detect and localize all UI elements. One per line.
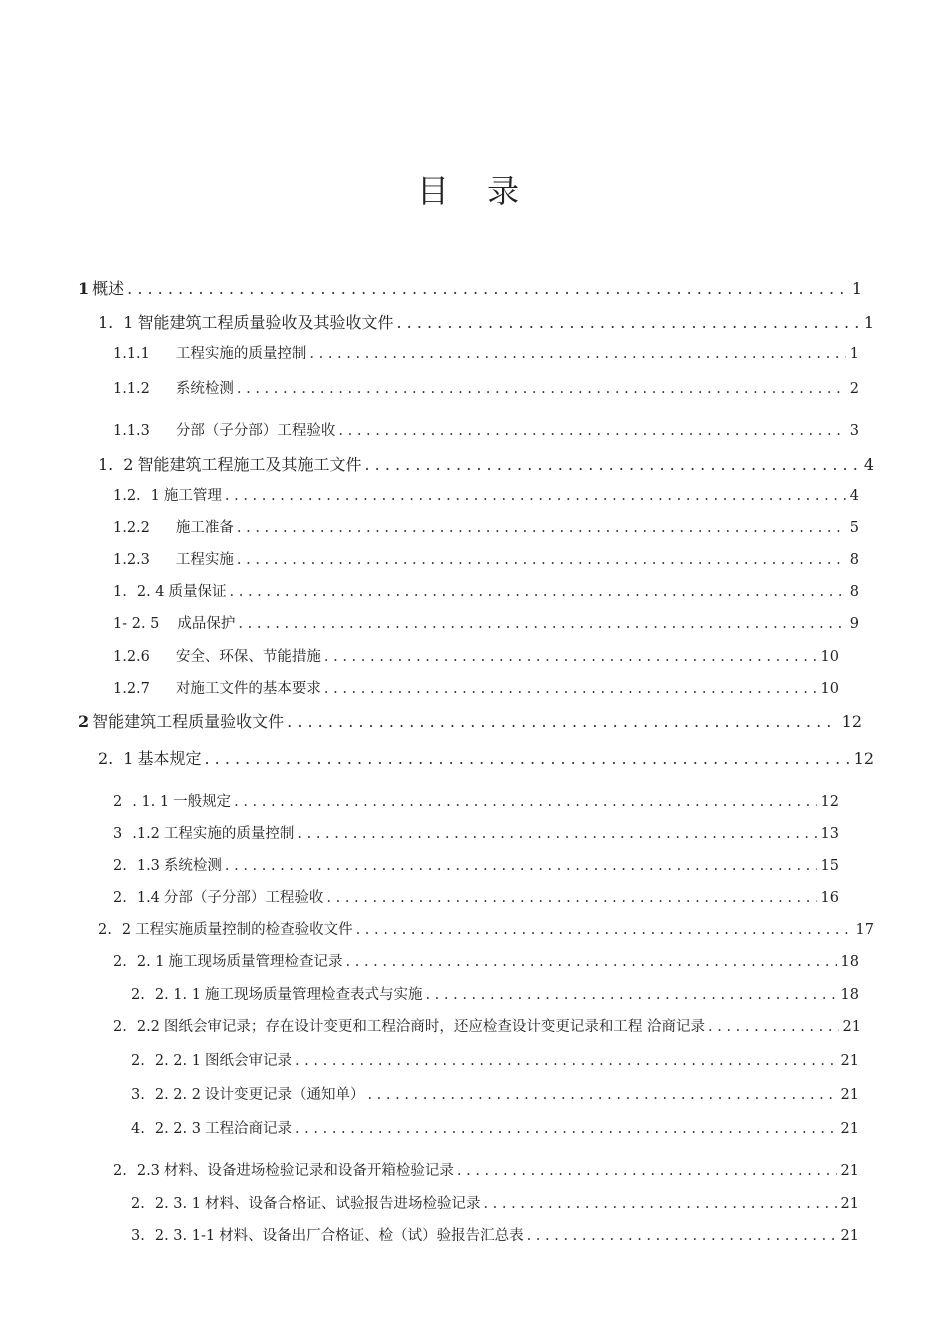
toc-entry-label: 工程实施 <box>175 552 234 568</box>
toc-entry-label: 施工准备 <box>175 520 234 536</box>
toc-entry-label: 智能建筑工程质量验收及其验收文件 <box>137 313 394 332</box>
toc-dot-leader <box>527 1228 837 1244</box>
toc-entry-text <box>78 276 124 299</box>
toc-entry-label: 系统检测 <box>175 381 234 397</box>
toc-entry[interactable] <box>113 822 839 843</box>
toc-entry-label: 设计变更记录（通知单） <box>204 1087 365 1103</box>
toc-entry[interactable] <box>113 677 839 698</box>
toc-entry-number: 1. <box>113 584 127 600</box>
toc-dot-leader <box>338 423 845 439</box>
toc-page-number: 10 <box>820 681 839 697</box>
toc-entry-number: 2 <box>78 712 90 731</box>
toc-entry-text <box>131 1083 364 1104</box>
toc-entry-subnumber: 2. 2. 3 <box>154 1121 201 1137</box>
toc-page-number: 8 <box>849 552 859 568</box>
toc-page-number: 10 <box>820 649 839 665</box>
toc-entry-number: 1.2.7 <box>113 681 150 697</box>
toc-page-number: 1 <box>863 313 874 332</box>
toc-entry-subnumber: 2. 1 <box>136 954 165 970</box>
toc-page-number: 16 <box>820 890 839 906</box>
toc-page-number: 9 <box>849 616 859 632</box>
toc-page-number: 21 <box>840 1121 859 1137</box>
toc-dot-leader <box>295 1121 837 1137</box>
toc-entry-number: 2. <box>113 954 127 970</box>
toc-entry[interactable] <box>98 918 874 939</box>
toc-dot-leader <box>295 1053 837 1069</box>
toc-entry-text <box>131 1117 292 1138</box>
toc-entry-text <box>113 548 234 569</box>
toc-page-number: 1 <box>851 279 862 298</box>
toc-entry-label: 施工管理 <box>163 488 222 504</box>
toc-entry-number: 1.1.2 <box>113 381 150 397</box>
toc-entry-text <box>113 1015 705 1036</box>
toc-entry-label: 图纸会审记录 <box>204 1053 292 1069</box>
toc-entry[interactable] <box>78 276 862 299</box>
toc-entry-number: 2. <box>98 749 114 768</box>
toc-entry[interactable] <box>113 377 859 398</box>
toc-entry[interactable] <box>113 854 839 875</box>
toc-page-number: 4 <box>863 455 874 474</box>
toc-dot-leader <box>230 584 846 600</box>
toc-entry-label: 图纸会审记录；存在设计变更和工程洽商时，还应检查设计变更记录和工程 洽商记录 <box>163 1019 706 1035</box>
toc-entry-number: 3. <box>131 1087 145 1103</box>
toc-entry[interactable] <box>131 983 859 1004</box>
toc-entry-label: 分部（子分部）工程验收 <box>163 890 324 906</box>
toc-entry-label: 对施工文件的基本要求 <box>175 681 321 697</box>
toc-entry[interactable] <box>98 310 874 333</box>
toc-entry[interactable] <box>113 419 859 440</box>
toc-entry-number: 1- 2. 5 <box>113 616 160 632</box>
toc-entry[interactable] <box>113 886 839 907</box>
toc-entry-subnumber: 2 <box>123 455 134 474</box>
toc-entry[interactable] <box>113 790 839 811</box>
toc-page-number: 17 <box>855 922 874 938</box>
toc-page-number: 1 <box>849 346 859 362</box>
toc-entry-label: 材料、设备合格证、试验报告进场检验记录 <box>204 1196 481 1212</box>
toc-dot-leader <box>708 1019 839 1035</box>
toc-page-number: 18 <box>840 954 859 970</box>
toc-entry-subnumber: 2.3 <box>136 1163 160 1179</box>
toc-entry-label: 施工现场质量管理检查记录 <box>168 954 343 970</box>
toc-entry-subnumber: 2. 3. 1-1 <box>154 1228 216 1244</box>
toc-entry-number: 1.2. <box>113 488 141 504</box>
toc-entry-label: 材料、设备进场检验记录和设备开箱检验记录 <box>163 1163 454 1179</box>
toc-entry-subnumber: 2. 4 <box>136 584 165 600</box>
toc-entry-subnumber: 1 <box>150 488 160 504</box>
toc-dot-leader <box>237 381 846 397</box>
toc-page-number: 12 <box>853 749 874 768</box>
toc-entry-text <box>78 709 284 732</box>
toc-entry-subnumber: 2 <box>121 922 132 938</box>
toc-dot-leader <box>324 649 817 665</box>
toc-entry-label: 安全、环保、节能措施 <box>175 649 321 665</box>
toc-entry-number: 1 <box>78 279 90 298</box>
toc-dot-leader <box>238 616 845 632</box>
toc-page-number: 12 <box>841 712 862 731</box>
toc-dot-leader <box>457 1163 837 1179</box>
toc-entry-text <box>113 822 294 843</box>
toc-entry-text <box>113 677 321 698</box>
toc-entry[interactable] <box>98 746 874 769</box>
toc-entry[interactable] <box>113 516 859 537</box>
toc-entry-number: 1.2.3 <box>113 552 150 568</box>
toc-dot-leader <box>234 794 816 810</box>
toc-entry-text <box>113 1159 454 1180</box>
toc-dot-leader <box>324 681 817 697</box>
toc-page-number: 5 <box>849 520 859 536</box>
toc-entry-text <box>98 310 393 333</box>
toc-entry-text <box>131 983 422 1004</box>
toc-dot-leader <box>346 954 837 970</box>
toc-entry-subnumber: 1.3 <box>136 858 160 874</box>
toc-entry-subnumber: 2. 2. 2 <box>154 1087 201 1103</box>
toc-page-number: 4 <box>849 488 859 504</box>
toc-entry-text <box>113 580 227 601</box>
toc-dot-leader <box>425 987 836 1003</box>
toc-entry-number: 4. <box>131 1121 145 1137</box>
toc-entry-text <box>113 886 323 907</box>
toc-entry-text <box>113 854 222 875</box>
toc-dot-leader <box>237 520 846 536</box>
toc-entry-number: 3. <box>131 1228 145 1244</box>
toc-dot-leader <box>204 749 849 768</box>
toc-entry[interactable] <box>131 1192 859 1213</box>
toc-entry-number: 2. <box>113 1019 127 1035</box>
toc-entry-subnumber: 1 <box>123 313 134 332</box>
toc-dot-leader <box>297 826 816 842</box>
toc-entry-subnumber: 1.4 <box>136 890 160 906</box>
toc-entry[interactable] <box>113 548 859 569</box>
toc-page-number: 21 <box>840 1228 859 1244</box>
toc-page-number: 18 <box>840 987 859 1003</box>
toc-entry-subnumber: 2. 1. 1 <box>154 987 201 1003</box>
toc-dot-leader <box>326 890 816 906</box>
toc-entry-subnumber: .1.2 <box>132 826 160 842</box>
toc-entry-number: 1. <box>98 313 114 332</box>
toc-entry-subnumber: . 1. 1 <box>132 794 170 810</box>
toc-page-number: 8 <box>849 584 859 600</box>
toc-entry[interactable] <box>113 1159 859 1180</box>
toc-entry-number: 1.1.1 <box>113 346 150 362</box>
toc-entry-text <box>131 1049 292 1070</box>
toc-entry[interactable] <box>131 1049 859 1070</box>
toc-dot-leader <box>396 313 859 332</box>
toc-entry-text <box>113 790 231 811</box>
toc-entry[interactable] <box>113 342 859 363</box>
toc-dot-leader <box>225 488 846 504</box>
toc-entry-subnumber: 2. 2. 1 <box>154 1053 201 1069</box>
toc-entry-number: 2. <box>131 987 145 1003</box>
toc-entry-label: 工程洽商记录 <box>204 1121 292 1137</box>
toc-entry-label: 质量保证 <box>168 584 227 600</box>
toc-entry-subnumber: 2.2 <box>136 1019 160 1035</box>
toc-dot-leader <box>367 1087 836 1103</box>
toc-entry-label: 工程实施质量控制的检查验收文件 <box>135 922 353 938</box>
toc-entry-label: 智能建筑工程施工及其施工文件 <box>137 455 362 474</box>
toc-entry-number: 1.1.3 <box>113 423 150 439</box>
toc-entry-text <box>98 746 201 769</box>
toc-entry[interactable] <box>113 645 839 666</box>
toc-entry-label: 材料、设备出厂合格证、检（试）验报告汇总表 <box>219 1228 524 1244</box>
toc-entry-number: 2. <box>131 1196 145 1212</box>
toc-dot-leader <box>309 346 845 362</box>
toc-entry-label: 概述 <box>92 279 125 298</box>
toc-dot-leader <box>364 455 859 474</box>
toc-entry-number: 2 <box>113 794 123 810</box>
toc-entry-subnumber: 1 <box>123 749 134 768</box>
toc-entry-label: 成品保护 <box>177 616 236 632</box>
toc-entry-label: 基本规定 <box>137 749 202 768</box>
toc-entry-label: 智能建筑工程质量验收文件 <box>92 712 285 731</box>
toc-entry[interactable] <box>131 1224 859 1245</box>
toc-entry[interactable] <box>113 580 859 601</box>
toc-page-number: 21 <box>840 1053 859 1069</box>
toc-entry-subnumber: 2. 3. 1 <box>154 1196 201 1212</box>
toc-entry-text <box>113 516 234 537</box>
toc-entry-number: 1.2.2 <box>113 520 150 536</box>
toc-entry-label: 施工现场质量管理检查表式与实施 <box>204 987 423 1003</box>
toc-entry[interactable] <box>113 484 859 505</box>
toc-entry-number: 2. <box>113 890 127 906</box>
toc-entry[interactable] <box>113 1015 861 1036</box>
toc-entry[interactable] <box>131 1083 859 1104</box>
toc-entry-text <box>113 950 343 971</box>
toc-entry-label: 工程实施的质量控制 <box>163 826 295 842</box>
toc-page-number: 2 <box>849 381 859 397</box>
toc-entry-text <box>98 452 361 475</box>
toc-dot-leader <box>483 1196 836 1212</box>
toc-entry[interactable] <box>78 709 862 732</box>
toc-entry[interactable] <box>98 452 874 475</box>
toc-entry[interactable] <box>131 1117 859 1138</box>
toc-entry[interactable] <box>113 950 859 971</box>
toc-entry-label: 分部（子分部）工程验收 <box>175 423 336 439</box>
toc-entry-text <box>113 342 306 363</box>
toc-entry-number: 2. <box>131 1053 145 1069</box>
toc-dot-leader <box>127 279 848 298</box>
toc-page-number: 13 <box>820 826 839 842</box>
toc-page-number: 21 <box>842 1019 861 1035</box>
toc-entry-text <box>113 645 321 666</box>
toc-entry-text <box>113 419 335 440</box>
toc-entry-text <box>113 612 235 633</box>
toc-page-number: 21 <box>840 1163 859 1179</box>
toc-entry-label: 一般规定 <box>173 794 232 810</box>
toc-page-number: 12 <box>820 794 839 810</box>
toc-entry-number: 2. <box>113 1163 127 1179</box>
toc-entry-number: 2. <box>113 858 127 874</box>
toc-entry-number: 1.2.6 <box>113 649 150 665</box>
toc-page-number: 21 <box>840 1087 859 1103</box>
toc-entry-number: 3 <box>113 826 123 842</box>
page-title: 目 录 <box>416 172 534 210</box>
toc-page-number: 15 <box>820 858 839 874</box>
toc-entry-label: 系统检测 <box>163 858 222 874</box>
toc-entry-text <box>113 484 222 505</box>
toc-dot-leader <box>225 858 817 874</box>
toc-entry-text <box>131 1192 480 1213</box>
toc-page-number: 21 <box>840 1196 859 1212</box>
toc-page-number: 3 <box>849 423 859 439</box>
toc-entry-number: 2. <box>98 922 112 938</box>
toc-dot-leader <box>237 552 846 568</box>
toc-entry-label: 工程实施的质量控制 <box>175 346 307 362</box>
toc-entry-text <box>113 377 234 398</box>
toc-dot-leader <box>287 712 837 731</box>
toc-dot-leader <box>356 922 852 938</box>
toc-entry-text <box>98 918 353 939</box>
toc-entry-number: 1. <box>98 455 114 474</box>
toc-entry-text <box>131 1224 524 1245</box>
toc-entry[interactable] <box>113 612 859 633</box>
